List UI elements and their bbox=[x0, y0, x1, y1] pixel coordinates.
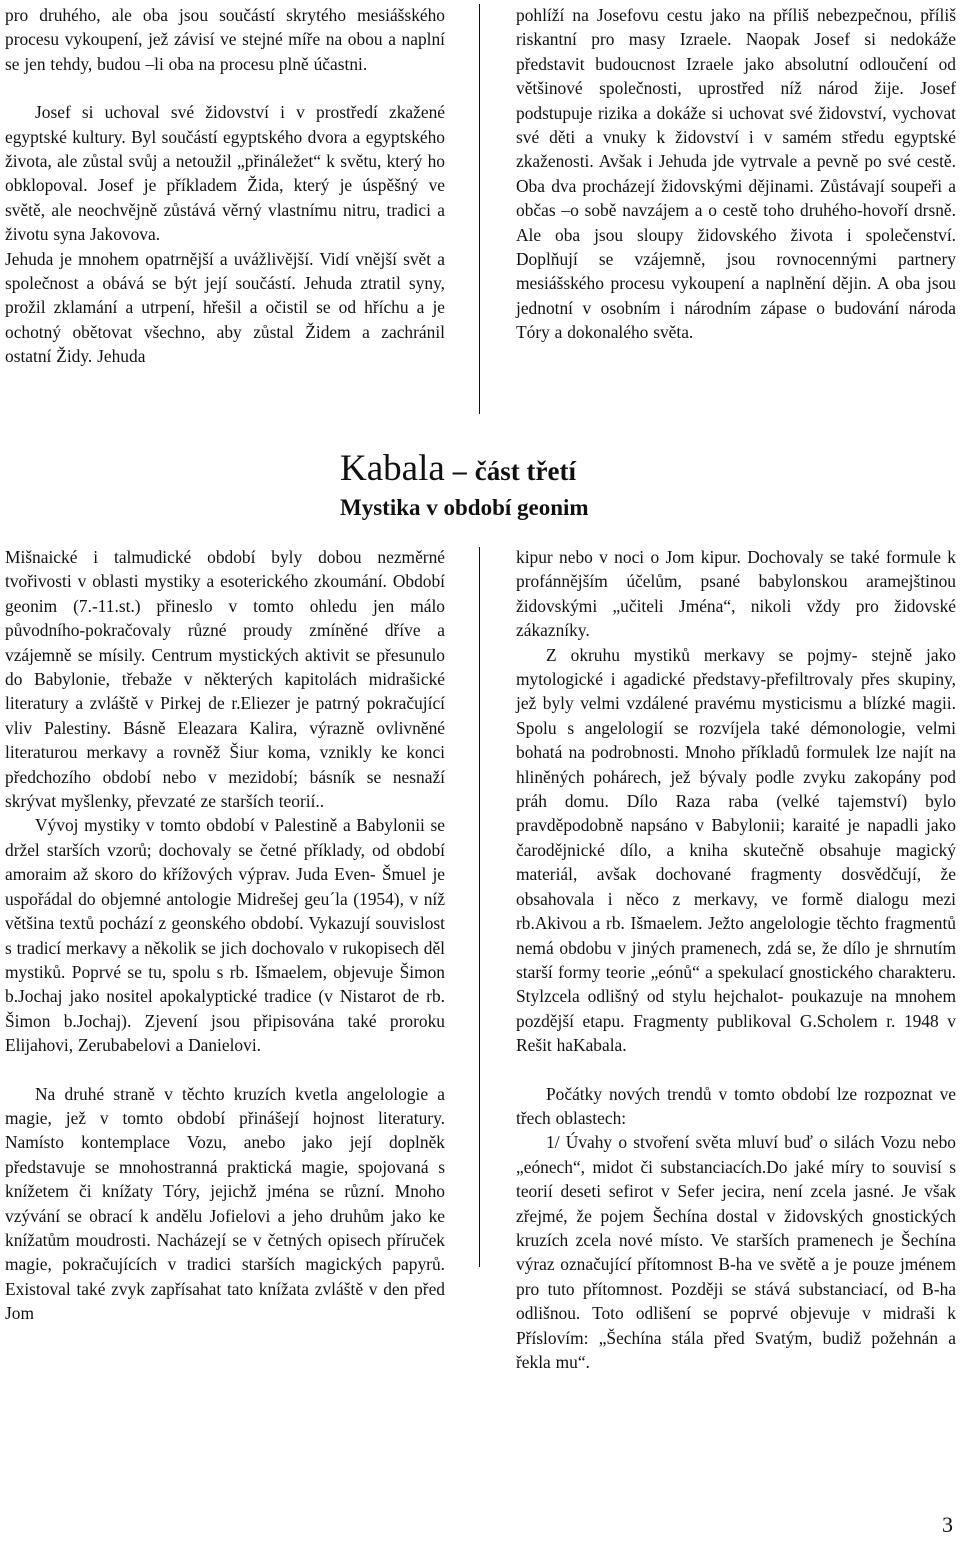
column-divider bbox=[479, 547, 480, 1267]
paragraph: Na druhé straně v těchto kruzích kvetla angelologie a magie, jež v tomto období přinášejí hojnost literatury. Namísto kontemplace Vozu, anebo jako její doplněk představuje se mnohostranná praktická magie, spojovaná s knížetem či knížaty Tóry, jejichž jména se různí. Mnoho vzývání se obrací k andělu Jofielovi a jeho druhům jako ke knížatům moudrosti. Nacházejí se v četných opisech příruček magie, pokračujících v tradici starších magických papyrů. Existoval také zvyk zapřísahat tato knížata zvláště v den před Jom bbox=[5, 1083, 445, 1324]
paragraph: Počátky nových trendů v tomto období lze rozpoznat ve třech oblastech: bbox=[516, 1083, 956, 1128]
bottom-left-column bbox=[5, 545, 445, 1326]
paragraph: Z okruhu mystiků merkavy se pojmy- stejně jako mytologické i agadické představy-přefiltrovaly přes skupiny, jež byly velmi vzdálené pravému mysticismu a blízké magii. Spolu s angelologií se rozvíjela také démonologie, velmi bohatá na podrobnosti. Mnoho příkladů formulek lze najít na hliněných pohárech, jež bývaly podle zvyku zakopány pod práh domu. Dílo Raza raba (velké tajemství) bylo pravděpodobně napsáno v Babylonii; karaité je napadli jako čarodějnické dílo, a kniha skutečně obsahuje magický materiál, avšak dochované fragmenty dosvědčují, že obsahovala i něco z merkavy, ve formě dialogu mezi rb.Akivou a rb. Išmaelem. Ježto angelologie těchto fragmentů nemá obdobu v jiných pramenech, zdá se, že dílo je shrnutím starší formy teorie „eónů“ a spekulací gnostického charakteru. Stylzcela odlišný od stylu hejchalot- poukazuje na mnohem pozdější etapu. Fragmenty publikoval G.Scholem r. 1948 v Rešit haKabala. bbox=[516, 644, 956, 1056]
top-right-column bbox=[516, 3, 956, 345]
chapter-title bbox=[340, 448, 640, 493]
paragraph: 1/ Úvahy o stvoření světa mluví buď o silách Vozu nebo „eónech“, midot či substanciacích.Do jaké míry to souvisí s teorií deseti sefirot v Sefer jecira, není zcela jasné. Je však zřejmé, že pojem Šechína dostal v židovských gnostických kruzích zcela nové místo. Ve starších pramenech je Šechína výraz označující přítomnost B-ha ve světě a je pouze jménem pro tuto přítomnost. Později se stává substanciací, od B-ha odlišnou. Toto odlišení se poprvé objevuje v midraši k Příslovím: „Šechína stála před Svatým, budiž požehnán a řekla mu“. bbox=[516, 1132, 956, 1372]
paragraph: pohlíží na Josefovu cestu jako na příliš nebezpečnou, příliš riskantní pro masy Izraele. Naopak Josef si nedokáže představit budoucnost Izraele jako absolutní odloučení od většinové společnosti, uprostřed níž národ žije. Josef podstupuje rizika a dokáže si uchovat své židovství, vychovat své děti a vnuky k židovství i v samém středu egyptské zkaženosti. Avšak i Jehuda jde vytrvale a pevně po své cestě. Oba dva procházejí židovskými dějinami. Zůstávají soupeři a občas –o sobě navzájem a o cestě toho druhého-hovoří drsně. Ale oba jsou sloupy židovského života i společenství. Doplňují se vzájemně, jsou rovnocennými partnery mesiášského procesu vykoupení a naplnění dějin. A oba jsou jednotní v osobním i národním zápase o budování národa Tóry a dokonalého světa. bbox=[516, 5, 956, 343]
top-left-column bbox=[5, 3, 445, 369]
column-divider bbox=[479, 4, 480, 414]
title-word: Kabala bbox=[340, 448, 445, 489]
chapter-subtitle: Mystika v období geonim bbox=[340, 495, 589, 520]
paragraph: Mišnaické i talmudické období byly dobou nezměrné tvořivosti v oblasti mystiky a esoterického zkoumání. Období geonim (7.-11.st.) přineslo v tomto ohledu jen málo původního-pokračovaly různé proudy zmíněné dříve a vzájemně se mísily. Centrum mystických aktivit se přesunulo do Babylonie, třebaže v některých kapitolách midrašické literatury a zvláště v Pirkej de r.Eliezer je patrný pokračující vliv Palestiny. Básně Eleazara Kalira, výrazně ovlivněné literaturou merkavy a rovněž Šiur koma, vznikly ke konci předchozího období nebo v mezidobí; básník se nesnaží skrývat myšlenky, převzaté ze starších teorií.. bbox=[5, 547, 445, 812]
section-heading bbox=[340, 448, 640, 523]
bottom-right-column bbox=[516, 545, 956, 1374]
paragraph: kipur nebo v noci o Jom kipur. Dochovaly se také formule k profánnějším účelům, psané babylonskou aramejštinou židovskými „učiteli Jména“, nikoli vždy pro židovské zákazníky. bbox=[516, 547, 956, 641]
title-dash: – bbox=[452, 456, 467, 487]
paragraph: Jehuda je mnohem opatrnější a uvážlivější. Vidí vnější svět a společnost a obává se být její součástí. Jehuda ztratil syny, prožil zklamání a utrpení, hřešil a očistil se od hříchu a je ochotný obětovat všechno, aby zůstal Židem a zachránil ostatní Židy. Jehuda bbox=[5, 248, 445, 367]
paragraph: Vývoj mystiky v tomto období v Palestině a Babylonii se držel starších vzorů; dochovaly se četné příklady, od období amoraim až skoro do křížových výprav. Juda Even- Šmuel je uspořádal do objemné antologie Midrešej geu´la (1954), v níž většina textů pochází z geonského období. Vykazují souvislost s tradicí merkavy a několik se jich dochovalo v rukopisech děl mystiků. Poprvé se tu, spolu s rb. Išmaelem, objevuje Šimon b.Jochaj jako nositel apokalyptické tradice (v Nistarot de rb. Šimon b.Jochaj). Zjevení jsou připisována také proroku Elijahovi, Zerubabelovi a Danielovi. bbox=[5, 815, 445, 1056]
paragraph: Josef si uchoval své židovství i v prostředí zkažené egyptské kultury. Byl součástí egyptského dvora a egyptského života, ale zůstal svůj a netoužil „přináležet“ k světu, který ho obklopoval. Josef je příkladem Žida, který je úspěšný ve světě, ale neochvějně zůstává věrný vlastnímu nitru, tradici a životu syna Jakovova. bbox=[5, 102, 445, 245]
title-part: část třetí bbox=[474, 456, 576, 486]
page-number: 3 bbox=[942, 1512, 953, 1537]
paragraph: pro druhého, ale oba jsou součástí skrytého mesiášského procesu vykoupení, jež závisí ve stejné míře na obou a naplní se jen tehdy, budou –li oba na procesu plně účastni. bbox=[5, 5, 445, 74]
